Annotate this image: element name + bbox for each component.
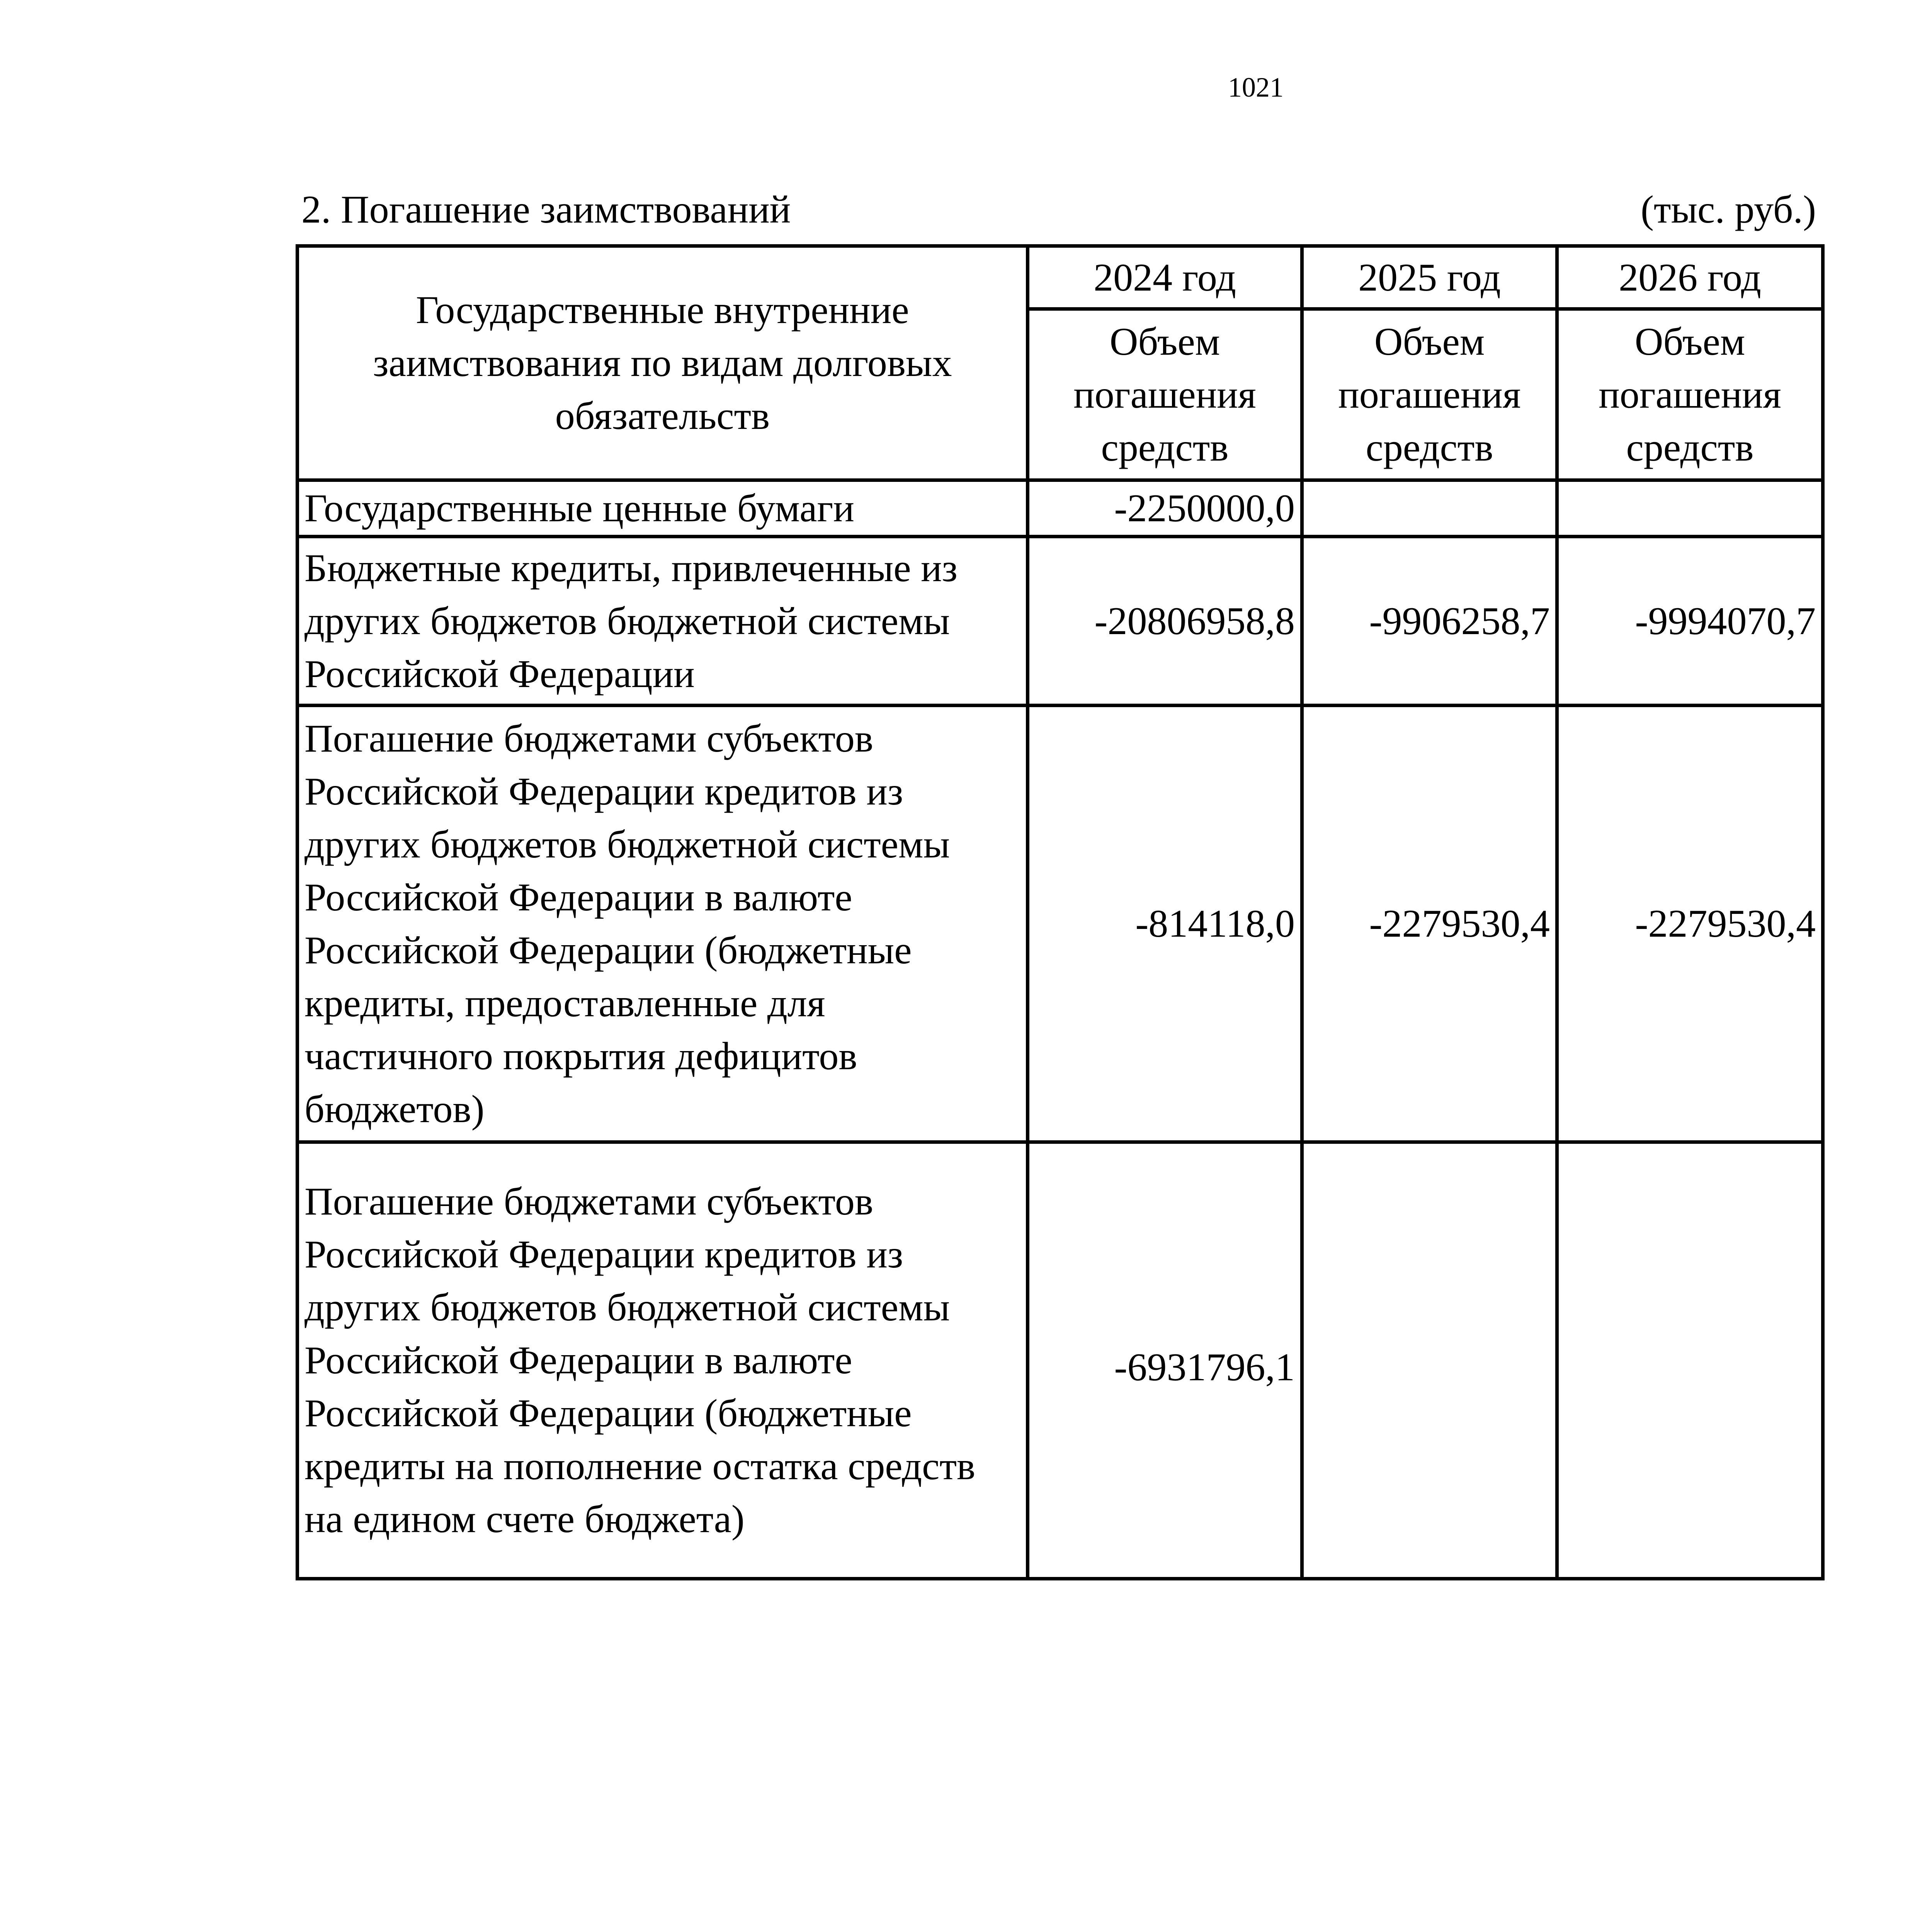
header-year-2026: 2026 год — [1557, 246, 1823, 309]
table-row — [298, 1142, 1823, 1579]
header-sub-2025: Объем погашения средств — [1302, 309, 1557, 480]
row-name: Погашение бюджетами субъектов Российской Федерации кредитов из других бюджетов бюджетной системы Российской Федерации в валюте Российской Федерации (бюджетные кредиты на пополнение остатка средств на едином счете бюджета) — [298, 1142, 1028, 1579]
row-value-2026: -2279530,4 — [1557, 706, 1823, 1142]
row-value-2026: -9994070,7 — [1557, 537, 1823, 706]
header-name-cell: Государственные внутренние заимствования по видам долговых обязательств — [298, 246, 1028, 480]
row-value-2024: -814118,0 — [1028, 706, 1302, 1142]
page-number: 1021 — [1228, 72, 1284, 103]
header-year-2025: 2025 год — [1302, 246, 1557, 309]
row-value-2025 — [1302, 1142, 1557, 1579]
row-name: Погашение бюджетами субъектов Российской Федерации кредитов из других бюджетов бюджетной системы Российской Федерации в валюте Российской Федерации (бюджетные кредиты, предоставленные для частичного покрытия дефицитов бюджетов) — [298, 706, 1028, 1142]
header-year-2024: 2024 год — [1028, 246, 1302, 309]
row-value-2026 — [1557, 1142, 1823, 1579]
row-value-2026 — [1557, 480, 1823, 537]
row-value-2025 — [1302, 480, 1557, 537]
header-sub-2024: Объем погашения средств — [1028, 309, 1302, 480]
header-row-years — [298, 246, 1823, 309]
row-value-2024: -20806958,8 — [1028, 537, 1302, 706]
table-row — [298, 706, 1823, 1142]
table-row — [298, 480, 1823, 537]
section-title: 2. Погашение заимствований — [301, 188, 791, 231]
row-value-2025: -2279530,4 — [1302, 706, 1557, 1142]
row-value-2025: -9906258,7 — [1302, 537, 1557, 706]
row-name: Бюджетные кредиты, привлеченные из других бюджетов бюджетной системы Российской Федерации — [298, 537, 1028, 706]
section-heading — [301, 190, 1816, 230]
repayment-table — [296, 244, 1825, 1580]
row-name: Государственные ценные бумаги — [298, 480, 1028, 537]
row-value-2024: -6931796,1 — [1028, 1142, 1302, 1579]
unit-label: (тыс. руб.) — [1640, 188, 1816, 231]
row-value-2024: -2250000,0 — [1028, 480, 1302, 537]
table-row — [298, 537, 1823, 706]
header-sub-2026: Объем погашения средств — [1557, 309, 1823, 480]
